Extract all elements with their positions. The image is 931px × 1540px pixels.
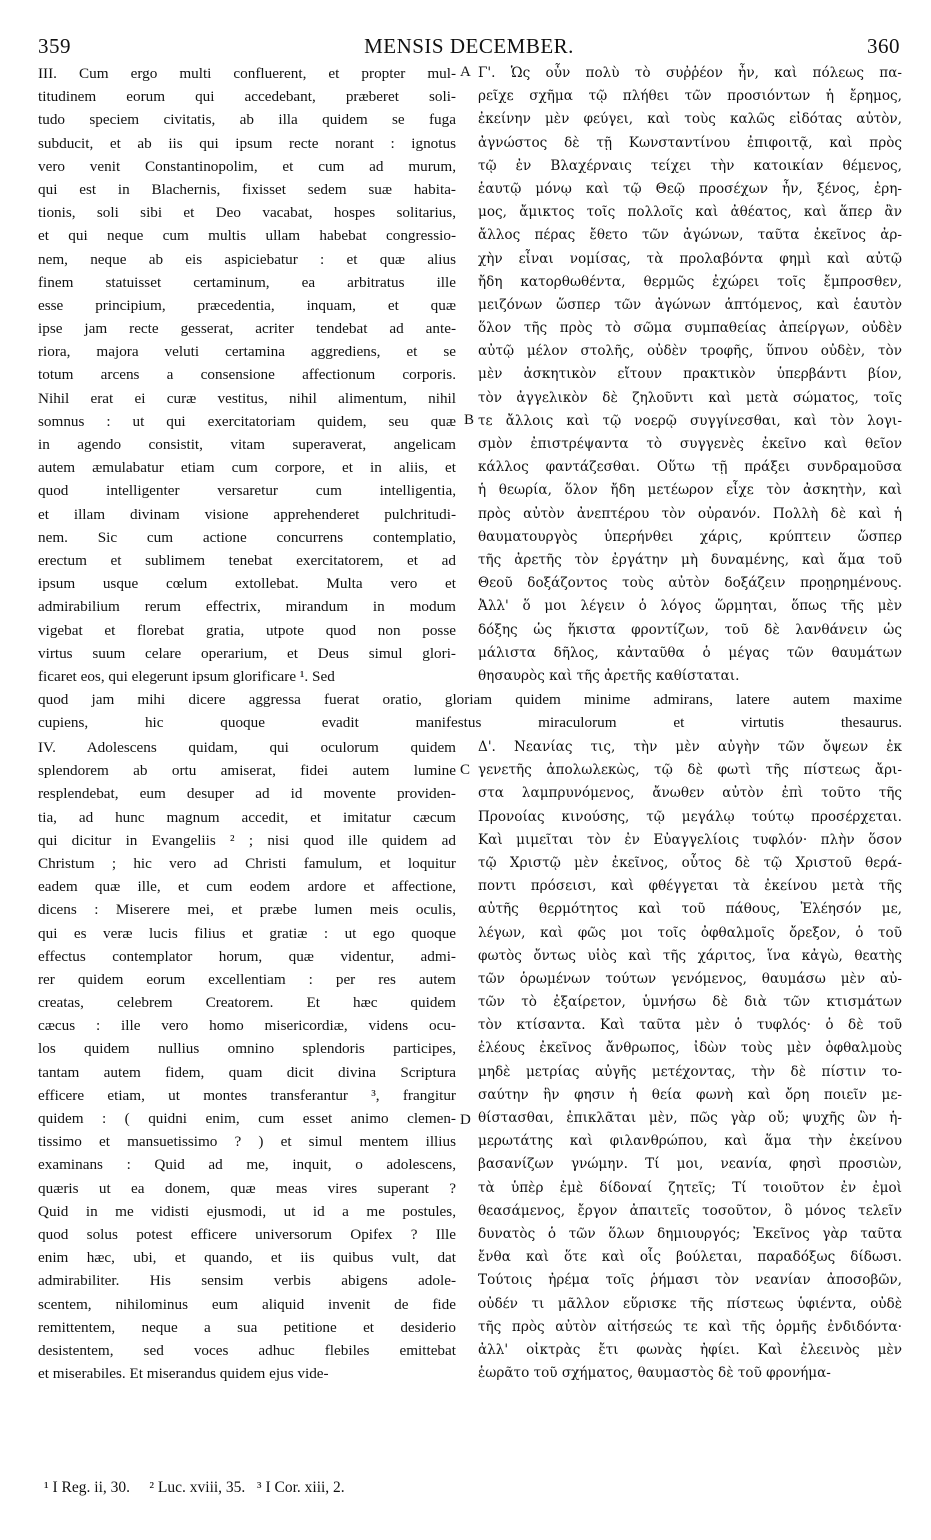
text-line: remittentem, neque a sua petitione et desiderio [38,1318,456,1336]
text-line: δόξης ὡς ἥκιστα φροντίζων, τοῦ δὲ λανθάνειν ὡς [478,621,902,638]
text-line: γενετῆς ἀπολωλεκὼς, τῷ δὲ φωτὶ τῆς πίστεως ἄρι- [478,762,902,779]
text-line: tionis, soli sibi et Deo vacabat, hospes solitarius, [38,204,456,222]
page-header [38,34,900,60]
text-line: μειζόνων ὥσπερ τῶν ἀγώνων ἁπτόμενος, καὶ ἑαυτὸν [478,296,902,313]
text-line: φωτὸς ὄντως υἱὸς καὶ τῆς χάριτος, ἵνα κἀγὼ, θεατὴς [478,947,902,964]
text-line: ὅλον τῆς πρὸς τὸ σῶμα συμπαθείας ἀπείργων, οὐδὲν [478,320,902,337]
text-line: τὸν κτίσαντα. Καὶ ταῦτα μὲν ὁ τυφλός· ὁ δὲ τοῦ [478,1017,902,1034]
text-line: τὸν ἀγγελικὸν δὲ ζηλοῦντι καὶ μετὰ σώματος, τοῖς [478,389,902,406]
text-line: ipse jam recte gesserat, acriter tendebat ad ante- [38,320,456,338]
text-line: et qui neque cum multis ullam habebat congressio- [38,227,456,245]
text-line: θεασάμενος, ἔργον ἀπαιτεῖς τοσοῦτον, ὃ μόνος τελεῖν [478,1202,902,1219]
text-line: totum arcens a consensione affectionum corporis. [38,366,456,384]
margin-marker-d: D [460,1112,471,1128]
greek-column-section-4 [478,736,902,1385]
text-line: tissimo et mansuetissimo ? ) et simul mentem illius [38,1133,456,1151]
text-line: ρεῖχε σχῆμα τῷ πλήθει τῶν προσιόντων ἡ ἔρημος, [478,88,902,105]
text-line: Γ'. Ὡς οὖν πολὺ τὸ συῤῥέον ἦν, καὶ πόλεως πα- [478,65,902,81]
text-line: cupiens, hic quoque evadit manifestus miraculorum et virtutis thesaurus. [38,714,902,732]
text-line: μάλιστα δῆλος, κἀνταῦθα ὁ μέγας τῶν θαυμάτων [478,644,902,661]
text-line: virtus suum celare operarium, et Deus simul glori- [38,644,456,662]
text-line: splendorem ab ortu amiserat, fidei autem lumine [38,762,456,780]
text-line: τῆς πρὸς αὐτὸν αἰτήσεώς τε καὶ τῆς ὁρμῆς ἐνδιδόντα· [478,1318,902,1335]
text-line: desistentem, sed voces adhuc flebiles emittebat [38,1341,456,1359]
margin-marker-b: B [464,412,475,428]
text-line: Quid in me vidisti ejusmodi, ut id a me postules, [38,1202,456,1220]
latin-column-section-4 [38,736,456,1385]
text-line: τῶν τὸ ἐξαίρετον, ὑμνήσω δὲ διὰ τῶν κτισμάτων [478,994,902,1011]
text-line: σμὸν ἐπιστρέψαντα τὸ συγγενὲς ἐκεῖνο καὶ θεῖον [478,436,902,452]
text-line: esse principium, præcedentia, inquam, et quæ [38,296,456,314]
page-number-left: 359 [38,34,71,58]
text-line: βασανίζων γνώμην. Τί μοι, νεανία, φησὶ προσιὼν, [478,1156,902,1173]
text-line: τῆς ἀρετῆς τὸν ἐργάτην μὴ δυναμένης, καὶ ἅμα τοῦ [478,551,902,568]
text-line: ἑαυτῷ μόνῳ καὶ τῷ Θεῷ προσέχων ἦν, ξένος, ἐρη- [478,180,902,197]
text-line: somnus : ut qui exercitatoriam quidem, seu quæ [38,412,456,430]
text-line: IV. Adolescens quidam, qui oculorum quidem [38,739,456,756]
text-line: enim hæc, ubi, et quando, et iis quibus vult, dat [38,1249,456,1267]
text-line: resplendebat, eum desuper ad id movente providen- [38,785,456,803]
text-line: θίστασθαι, ἐπικλᾶται μὲν, πῶς γὰρ οὔ; ψυχῆς ὢν ἡ- [478,1110,902,1126]
text-line: ἑωρᾶτο τοῦ σχήματος, θαυμαστὸς δὲ τοῦ φρονήμα- [478,1365,831,1382]
text-line: Ἀλλ' ὅ μοι λέγειν ὁ λόγος ὥρμηται, ὅπως τῆς μὲν [478,598,902,615]
text-line: qui es veræ lucis filius et gratiæ : ut ego quoque [38,924,456,942]
text-line: autem æmulabatur etiam cum corpore, et in aliis, et [38,459,456,477]
text-line: cæcus : ille vero homo misericordiæ, videns ocu- [38,1017,456,1035]
text-line: τῷ ἐν Βλαχέρναις τείχει τὴν κατοικίαν θέμενος, [478,157,902,174]
text-line: δυνατὸς ὁ τῶν ὅλων δημιουργός; Ἐκεῖνος γὰρ ταῦτα [478,1225,902,1242]
text-line: χὴν εἶναι νομίσας, τὰ προλαβόντα φημὶ καὶ αὐτῷ [478,250,902,267]
text-line: ἔνθα καὶ ὅτε καὶ οἷς βούλεται, παραδόξως δίδωσι. [478,1249,902,1266]
text-line: nem, neque ab eis aspiciebatur : et quæ alius [38,250,456,268]
greek-column-section-3 [478,62,902,688]
text-line: admirabiliter. His sensim verbis abigens adole- [38,1272,456,1290]
text-line: admirabilium rerum effectrix, mirandum in modum [38,598,456,616]
text-line: Nihil erat ei curæ vestitus, nihil alimentum, nihil [38,389,456,407]
text-line: examinans : Quid ad me, inquit, o adolescens, [38,1156,456,1174]
text-line: αὐτῷ μέλον στολῆς, οὐδὲν τροφῆς, ὕπνου οὐδὲν, τὸν [478,343,902,360]
text-line: σαύτην ἣν φησιν ἡ θεία φωνὴ καὶ ὄρη ποιεῖν με- [478,1086,902,1103]
text-line: creatas, celebrem Creatorem. Et hæc quidem [38,994,456,1012]
page-number-right: 360 [867,34,900,58]
text-line: τε ἄλλοις καὶ τῷ νοερῷ συγγίνεσθαι, καὶ τὸν λογι- [478,412,902,429]
text-line: ficaret eos, qui elegerunt ipsum glorificare ¹. Sed [38,667,335,685]
text-line: tudo speciem civitatis, ab illa quidem se fuga [38,111,456,129]
text-line: vero venit Constantinopolim, et cum ad murum, [38,157,456,175]
text-line: scentem, nihilominus eum aliquid invenit de fide [38,1295,456,1313]
text-line: κάλλος φαντάζεσθαι. Οὕτω τῇ πράξει συνδραμοῦσα [478,459,902,476]
latin-column-section-3 [38,62,456,688]
text-line: riora, majora veluti certamina aggrediens, et se [38,343,456,361]
text-line: Τούτοις ἠρέμα τοῖς ῥήμασι τὸν νεανίαν ἀποσοβῶν, [478,1272,902,1289]
full-width-latin-text [38,688,902,734]
footnotes: ¹ I Reg. ii, 30. ² Luc. xviii, 35. ³ I Cor. xiii, 2. [44,1479,345,1496]
text-line: quod solus potest efficere universorum Opifex ? Ille [38,1225,456,1243]
text-line: Καὶ μιμεῖται τὸν ἐν Εὐαγγελίοις τυφλόν· πλὴν ὅσον [478,831,902,848]
text-line: qui est in Blachernis, fixisset sedem suæ habita- [38,180,456,198]
text-line: quod jam mihi dicere aggressa fuerat oratio, gloriam quidem minime admirans, latere autem maxime [38,691,902,708]
text-line: πρὸς αὐτὸν ἀνεπτέρου τὸν οὐρανόν. Πολλὴ δὲ καὶ ἡ [478,505,902,522]
text-line: ἡ θεωρία, ὅλον ἤδη μετέωρον εἶχε τὸν ἀσκητὴν, καὶ [478,482,902,499]
text-line: μηδὲ μετρίας αὐγῆς μετέχοντας, τὴν δὲ πίστιν το- [478,1063,902,1080]
text-line: ἤδη κατορθωθέντα, θερμῶς ἐχώρει τοῖς ἔμπροσθεν, [478,273,902,290]
text-line: tantam autem fidem, quam dicit divina Scriptura [38,1063,456,1081]
text-line: dicens : Miserere mei, et præbe lumen meis oculis, [38,901,456,919]
text-line: μερωτάτης καὶ φιλανθρώπου, καὶ ἅμα τὴν ἐκείνου [478,1133,902,1150]
text-line: τὰ ὑπὲρ ἐμὲ δίδοναί ζητεῖς; Τί τοιοῦτον ἐν ἐμοὶ [478,1179,902,1196]
text-line: III. Cum ergo multi confluerent, et propter mul- [38,65,456,82]
text-line: quod intelligenter versaretur cum intelligentia, [38,482,456,500]
text-line: Δ'. Νεανίας τις, τὴν μὲν αὐγὴν τῶν ὄψεων ἐκ [478,739,902,755]
text-line: μος, ἄμικτος τοῖς πολλοῖς καὶ ἀθέατος, καὶ ἅπερ ἂν [478,204,902,221]
margin-marker-a: A [460,64,471,80]
text-line: θησαυρὸς καὶ τῆς ἀρετῆς καθίσταται. [478,667,740,684]
text-line: tia, ad hunc magnum accedit, et imitatur cæcum [38,808,456,826]
text-line: θαυματουργὸς ὑπερήνθει χάρις, κρύπτειν ὥσπερ [478,528,902,545]
text-line: ipsum usque cœlum extollebat. Multa vero et [38,575,456,593]
text-line: λέγων, καὶ φῶς μοι τοῖς ὀφθαλμοῖς ὄρεξον, ὁ τοῦ [478,924,902,941]
text-line: ἄλλος πέρας ἔθετο τῶν ἀγώνων, ταῦτα ἐκεῖνος ἀρ- [478,227,902,244]
text-line: quidem : ( quidni enim, cum esset animo clemen- [38,1110,456,1127]
margin-marker-c: C [460,762,471,778]
text-line: titudinem eorum qui accedebant, præberet soli- [38,88,456,106]
text-line: et illam divinam visione apprehenderet pulchritudi- [38,505,456,523]
text-line: finem statuisset certaminum, ea arbitratus ille [38,273,456,291]
text-line: Christum ; hic vero ad Christi famulum, et loquitur [38,854,456,872]
text-line: efficere etiam, ut montes transferantur ³, frangitur [38,1086,456,1104]
text-line: τῶν ὁρωμένων τούτων γενόμενος, θαυμάσω μὲν αὐ- [478,970,902,987]
text-line: μὲν ἀσκητικὸν εἴτουν πρακτικὸν ὑπερβάντι βίον, [478,366,902,383]
text-line: ἐλέους ἐκεῖνος ἄνθρωπος, ἰδὼν τοὺς μὲν ὀφθαλμοὺς [478,1040,902,1057]
text-line: Προνοίας κινούσης, τῷ μεγάλῳ τούτῳ προσέρχεται. [478,808,902,825]
text-line: τῷ Χριστῷ μὲν ἐκεῖνος, οὗτος δὲ τῷ Χριστοῦ θερά- [478,854,902,871]
text-line: los quidem nullius omnino splendoris participes, [38,1040,456,1058]
text-line: eadem quæ ille, et cum eodem ardore et affectione, [38,878,456,896]
text-line: subducit, et ab iis qui ipsum recte norant : ignotus [38,134,456,152]
text-line: Θεοῦ δοξάζοντος τοὺς αὐτὸν δοξάζειν προῃρημένους. [478,575,902,592]
text-line: quæris ut ea donem, quæ meas vires superant ? [38,1179,456,1197]
text-line: effectus contemplator horum, quæ videntur, admi- [38,947,456,965]
text-line: ἐκείνην μὲν φεύγει, καὶ τοὺς καλῶς εἰδότας αὐτὸν, [478,111,902,128]
text-line: in agendo consistit, vitam superaverat, angelicam [38,436,456,453]
text-line: rer quidem eorum excellentiam : per res autem [38,970,456,988]
running-title: MENSIS DECEMBER. [364,34,574,58]
text-line: αὐτῆς θερμότητος καὶ τοῦ πάθους, Ἐλέησόν με, [478,901,902,918]
text-line: οὐδέν τι μᾶλλον εὕρισκε τῆς πίστεως ὑφιέντα, οὐδὲ [478,1295,902,1312]
text-line: ποντι πρόσεισι, καὶ φθέγγεται τὰ ἐκείνου μετὰ τῆς [478,878,902,895]
text-line: vigebat et florebat gratia, utpote quod non posse [38,621,456,639]
text-line: et miserabiles. Et miserandus quidem ejus vide- [38,1365,329,1383]
text-line: ἀλλ' οἰκτρὰς ἔτι φωνὰς ἠφίει. Καὶ ἐλεεινὸς μὲν [478,1341,902,1358]
text-line: στα λαμπρυνόμενος, ἄνωθεν αὐτὸν ἐπὶ τοῦτο τῆς [478,785,902,802]
text-line: nem. Sic cum actione concurrens contemplatio, [38,528,456,546]
text-line: erectum et sublimem tenebat exercitatorem, et ad [38,551,456,569]
text-line: qui dicitur in Evangeliis ² ; nisi quod ille quidem ad [38,831,456,849]
text-line: ἀγνώστος δὲ τῇ Κωνσταντίνου ἐπιφοιτᾷ, καὶ πρὸς [478,134,902,151]
